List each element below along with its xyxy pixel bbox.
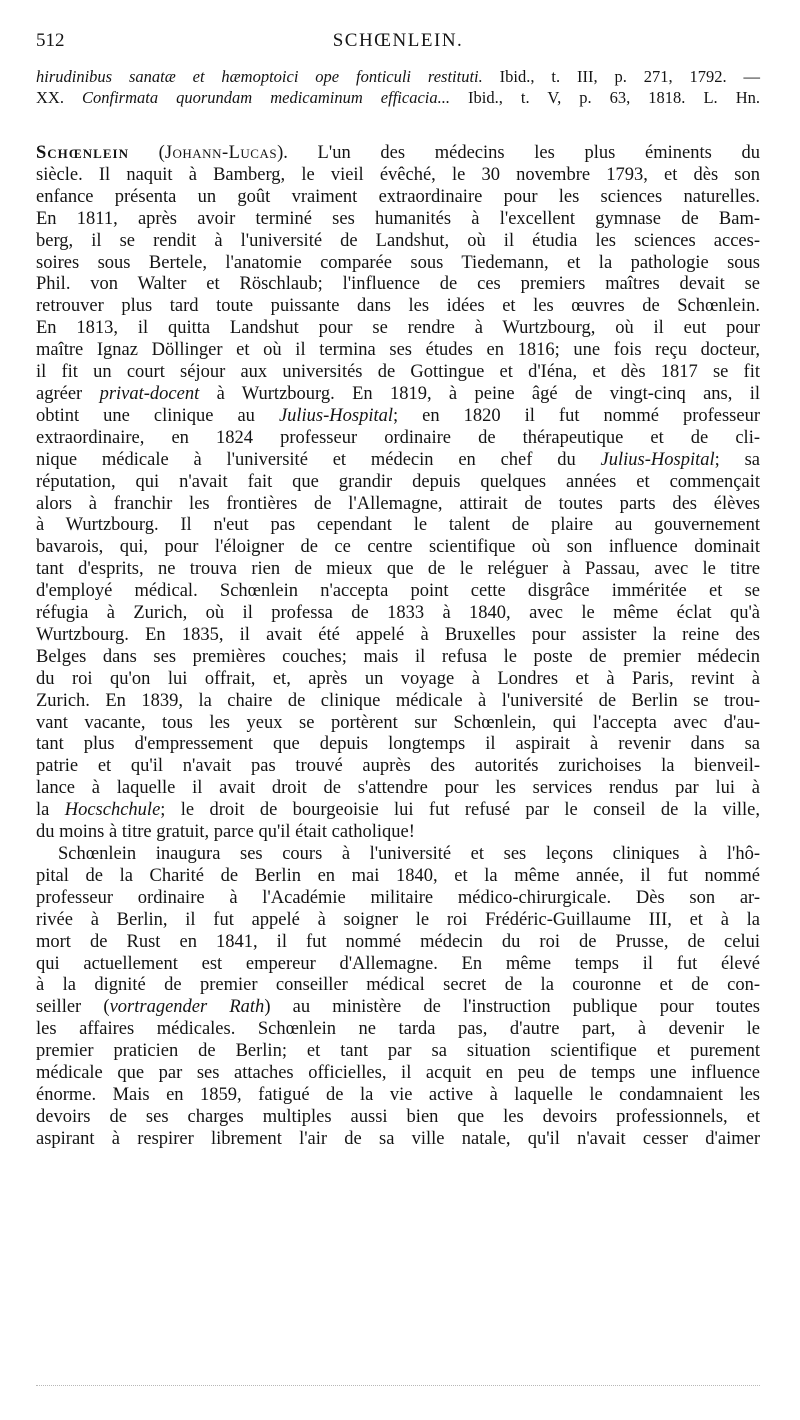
text-run: siècle. Il naquit à Bamberg, le vieil évêché, le 30 novembre 1793, et dès son [36,164,760,185]
text-run: Julius-Hospital [600,449,715,470]
article-line [36,954,760,976]
article-line [36,603,760,625]
article-line [36,559,760,581]
article-line [36,362,760,384]
text-run: il fit un court séjour aux universités de Gottingue et d'Iéna, et dès 1817 se fit [36,362,760,383]
text-run: Schœnlein inaugura ses cours à l'université et ses leçons cliniques à l'hô- [58,844,760,864]
text-run: agréer [36,383,100,404]
text-run: vant vacante, tous les yeux se portèrent sur Schœnlein, qui l'accepta avec d'au- [36,712,760,733]
text-run: bavarois, qui, pour l'éloigner de ce centre scientifique où son influence dominait [36,537,760,558]
article-line [36,910,760,932]
text-run: réfugia à Zurich, où il professa de 1833 à 1840, avec le même éclat qu'à [36,603,760,624]
text-run: Belges dans ses premières couches; mais il refusa le poste de premier médecin [36,646,760,667]
article-line [36,778,760,800]
article-line [36,515,760,537]
article-line [36,822,760,844]
text-run: Johann-Lucas [164,143,278,163]
article-line [36,625,760,647]
text-run: En 1813, il quitta Landshut pour se rendre à Wurtzbourg, où il eut pour [36,318,760,339]
text-run: Wurtzbourg. En 1835, il avait été appelé à Bruxelles pour assister la reine des [36,624,760,645]
article-line [36,756,760,778]
article-line [36,428,760,450]
text-run: tant plus d'empressement que depuis longtemps il aspirait à revenir dans sa [36,734,760,755]
article-line [36,691,760,713]
footer-rule [36,1385,760,1386]
article-line [36,472,760,494]
text-run: Julius-Hospital [278,405,394,426]
article-line [36,888,760,910]
article-line [36,384,760,406]
text-run: Ibid., t. III, p. 271, 1792. — [482,67,760,86]
previous-entry-line [36,66,760,87]
article-line [36,734,760,756]
text-run: à la dignité de premier conseiller médical secret de la couronne et de con- [36,975,760,996]
text-run: du moins à titre gratuit, parce qu'il était catholique! [36,822,415,843]
text-run: soires sous Bertele, l'anatomie comparée sous Tiedemann, et la pathologie sous [36,252,760,273]
text-run: seiller ( [36,997,110,1018]
text-run: privat-docent [99,383,200,404]
text-run: réputation, qui n'avait fait que grandir depuis quelques années et commençait [36,471,760,492]
text-run: alors à franchir les frontières de l'Allemagne, attirait de toutes parts des élèves [36,493,760,514]
article-line [36,274,760,296]
text-run: ). L'un des médecins les plus éminents du [277,143,760,163]
article-line [36,844,760,866]
text-run: médicale que par ses attaches officielles, il acquit en peu de temps une influence [36,1063,760,1084]
article-body [36,143,760,1151]
article-line [36,581,760,603]
text-run: Ibid., t. V, p. 63, 1818. L. Hn. [450,88,760,107]
text-run: tant d'esprits, ne trouva rien de mieux que de le reléguer à Passau, avec le titre [36,559,760,580]
text-run: pital de la Charité de Berlin en mai 1840, et la même année, il fut nommé [36,865,760,886]
text-run: extraordinaire, en 1824 professeur ordinaire de thérapeutique et de cli- [36,427,760,448]
text-run: Hocschchule [64,800,161,821]
article-line [36,318,760,340]
article-line [36,253,760,275]
previous-entry-tail [36,66,760,108]
text-run: maître Ignaz Döllinger et où il termina ses études en 1816; une fois reçu docteur, [36,340,760,361]
text-run: ( [128,143,165,163]
text-run: d'employé médical. Schœnlein n'accepta point cette disgrâce imméritée et se [36,581,760,602]
text-run: XX. [36,88,82,107]
text-run: la [36,800,65,821]
article-line [36,1107,760,1129]
article-line [36,494,760,516]
article-line [36,340,760,362]
text-run: premier praticien de Berlin; et tant par sa situation scientifique et purement [36,1041,760,1062]
text-run: vortragender Rath [109,997,265,1018]
article-line [36,143,760,165]
article-line [36,975,760,997]
text-run: hirudinibus sanatæ et hæmoptoici ope fonticuli restituti. [36,67,483,86]
text-run: ; sa [714,449,760,470]
entry-headword: Schœnlein [36,143,129,163]
text-run: devoirs de ses charges multiples aussi bien que les devoirs professionnels, et [36,1106,760,1127]
text-run: à Wurtzbourg. Il n'eut pas cependant le talent de plaire au gouvernement [36,515,760,536]
article-line [36,647,760,669]
article-line [36,1041,760,1063]
text-run: les affaires médicales. Schœnlein ne tarda pas, d'autre part, à devenir le [36,1019,760,1040]
article-line [36,1129,760,1151]
text-run: ) au ministère de l'instruction publique pour toutes [264,997,760,1018]
article-line [36,209,760,231]
text-run: obtint une clinique au [36,405,279,426]
text-run: du roi qu'on lui offrait, et, après un voyage à Londres et à Paris, revint à [36,668,760,689]
article-line [36,866,760,888]
text-run: Phil. von Walter et Röschlaub; l'influence de ces premiers maîtres devait se [36,274,760,295]
article-line [36,165,760,187]
text-run: enfance présenta un goût vraiment extraordinaire pour les sciences naturelles. [36,186,760,207]
article-line [36,1019,760,1041]
text-run: Confirmata quorundam medicaminum efficacia... [81,88,450,107]
text-run: ; en 1820 il fut nommé professeur [393,405,760,426]
running-head: SCHŒNLEIN. [332,30,464,51]
page-number: 512 [36,30,65,51]
article-line [36,932,760,954]
article-line [36,997,760,1019]
article-line [36,296,760,318]
article-line [36,713,760,735]
previous-entry-line [36,87,760,108]
text-run: retrouver plus tard toute puissante dans les idées et les œuvres de Schœnlein. [36,296,760,317]
article-line [36,1085,760,1107]
text-run: rivée à Berlin, il fut appelé à soigner le roi Frédéric-Guillaume III, et à la [36,909,760,930]
article-line [36,537,760,559]
text-run: qui actuellement est empereur d'Allemagne. En même temps il fut élevé [36,953,760,974]
article-line [36,669,760,691]
page-header [36,30,760,56]
article-line [36,800,760,822]
text-run: mort de Rust en 1841, il fut nommé médecin du roi de Prusse, de celui [36,931,760,952]
article-line [36,1063,760,1085]
text-run: lance à laquelle il avait droit de s'attendre pour les services rendus par lui à [36,778,760,799]
text-run: nique médicale à l'université et médecin en chef du [36,449,601,470]
article-line [36,450,760,472]
text-run: En 1811, après avoir terminé ses humanités à l'excellent gymnase de Bam- [36,208,760,229]
text-run: berg, il se rendit à l'université de Landshut, où il étudia les sciences acces- [36,230,760,251]
text-run: énorme. Mais en 1859, fatigué de la vie active à laquelle le condamnaient les [36,1084,760,1105]
article-line [36,406,760,428]
article-line [36,187,760,209]
text-run: aspirant à respirer librement l'air de sa ville natale, qu'il n'avait cesser d'aimer [36,1128,760,1149]
text-run: professeur ordinaire à l'Académie militaire médico-chirurgicale. Dès son ar- [36,887,760,908]
text-run: à Wurtzbourg. En 1819, à peine âgé de vingt-cinq ans, il [199,383,761,404]
text-run: Zurich. En 1839, la chaire de clinique médicale à l'université de Berlin se trou- [36,690,760,711]
article-line [36,231,760,253]
text-run: ; le droit de bourgeoisie lui fut refusé par le conseil de la ville, [160,800,760,821]
text-run: patrie et qu'il n'avait pas trouvé auprès des autorités zurichoises la bienveil- [36,756,760,777]
